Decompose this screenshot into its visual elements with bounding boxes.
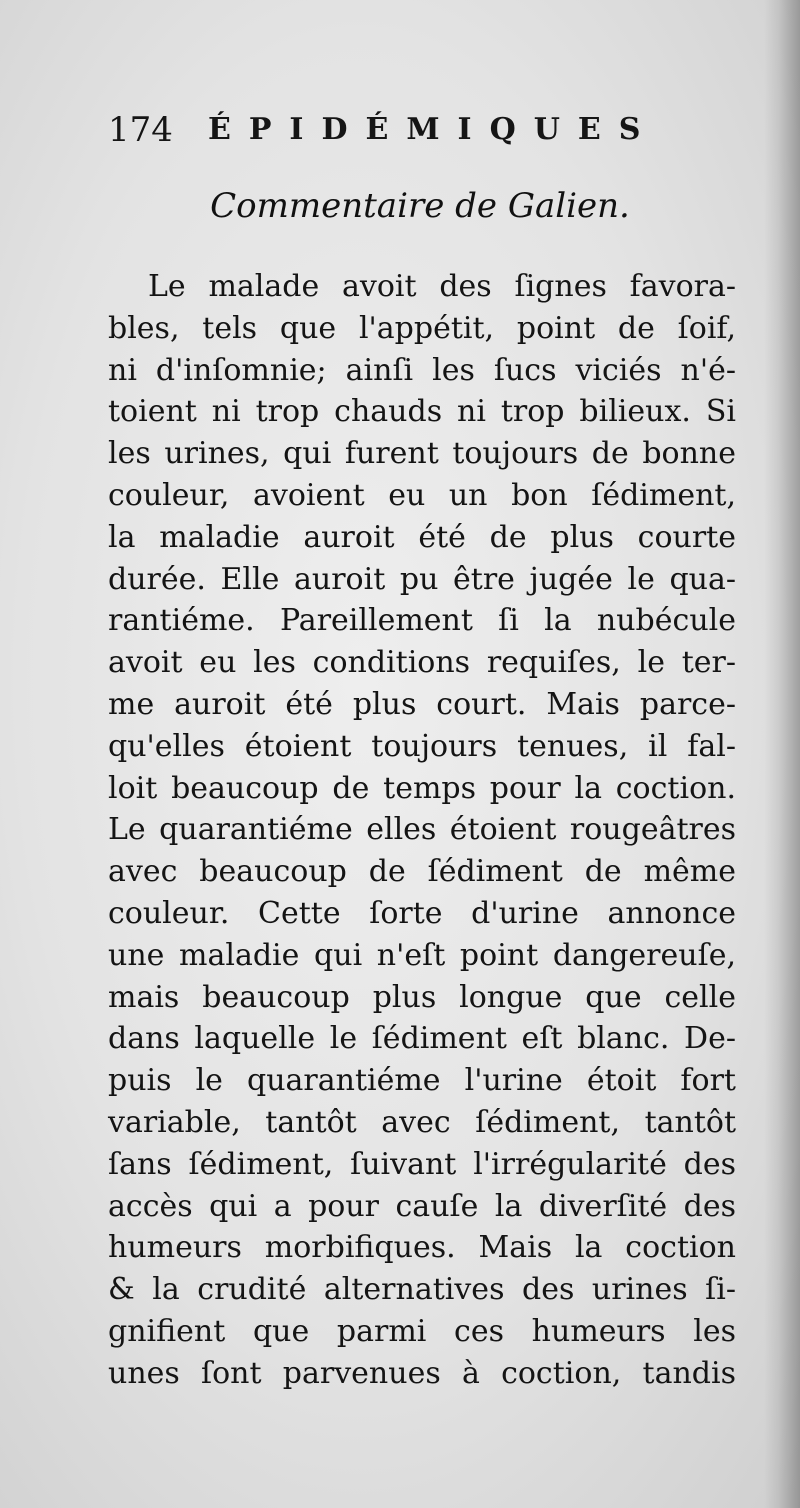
text-line: humeurs morbifiques. Mais la coction bbox=[108, 1230, 736, 1266]
text-line: la maladie auroit été de plus courte bbox=[108, 519, 736, 555]
text-line: ſans ſédiment, ſuivant l'irrégularité des bbox=[108, 1146, 736, 1182]
text-line: ni d'inſomnie; ainſi les ſucs viciés n'é- bbox=[108, 352, 736, 388]
page-gutter-shadow bbox=[764, 0, 800, 1508]
text-line: couleur, avoient eu un bon ſédiment, bbox=[108, 477, 736, 513]
text-line: Le quarantiéme elles étoient rougeâtres bbox=[108, 812, 736, 848]
text-line: rantiéme. Pareillement ſi la nubécule bbox=[108, 603, 736, 639]
page-header bbox=[108, 100, 668, 160]
text-line: Le malade avoit des ſignes favora- bbox=[148, 269, 736, 304]
text-line: unes ſont parvenues à coction, tandis bbox=[108, 1355, 736, 1391]
text-line: une maladie qui n'eſt point dangereuſe, bbox=[108, 937, 736, 973]
text-line: couleur. Cette ſorte d'urine annonce bbox=[108, 895, 736, 931]
text-line: dans laquelle le ſédiment eſt blanc. De- bbox=[108, 1021, 736, 1057]
text-line: & la crudité alternatives des urines ſi- bbox=[108, 1272, 736, 1308]
running-head: ÉPIDÉMIQUES bbox=[208, 112, 659, 147]
text-line: puis le quarantiéme l'urine étoit fort bbox=[108, 1063, 736, 1099]
section-title: Commentaire de Galien. bbox=[210, 186, 630, 226]
body-text bbox=[108, 266, 736, 1395]
text-line: accès qui a pour cauſe la diverſité des bbox=[108, 1188, 736, 1224]
page-number: 174 bbox=[108, 110, 173, 150]
text-line: variable, tantôt avec ſédiment, tantôt bbox=[108, 1104, 736, 1140]
text-line: loit beaucoup de temps pour la coction. bbox=[108, 770, 736, 806]
text-line: avoit eu les conditions requiſes, le ter- bbox=[108, 645, 736, 681]
text-line: qu'elles étoient toujours tenues, il fal- bbox=[108, 728, 736, 764]
text-line: me auroit été plus court. Mais parce- bbox=[108, 686, 736, 722]
text-line: gnifient que parmi ces humeurs les bbox=[108, 1313, 736, 1349]
text-line: mais beaucoup plus longue que celle bbox=[108, 979, 736, 1015]
text-line: les urines, qui furent toujours de bonne bbox=[108, 436, 736, 472]
text-line: toient ni trop chauds ni trop bilieux. Si bbox=[108, 394, 736, 430]
text-line: bles, tels que l'appétit, point de ſoif, bbox=[108, 310, 736, 346]
text-line: durée. Elle auroit pu être jugée le qua- bbox=[108, 561, 736, 597]
text-line: avec beaucoup de ſédiment de même bbox=[108, 854, 736, 890]
